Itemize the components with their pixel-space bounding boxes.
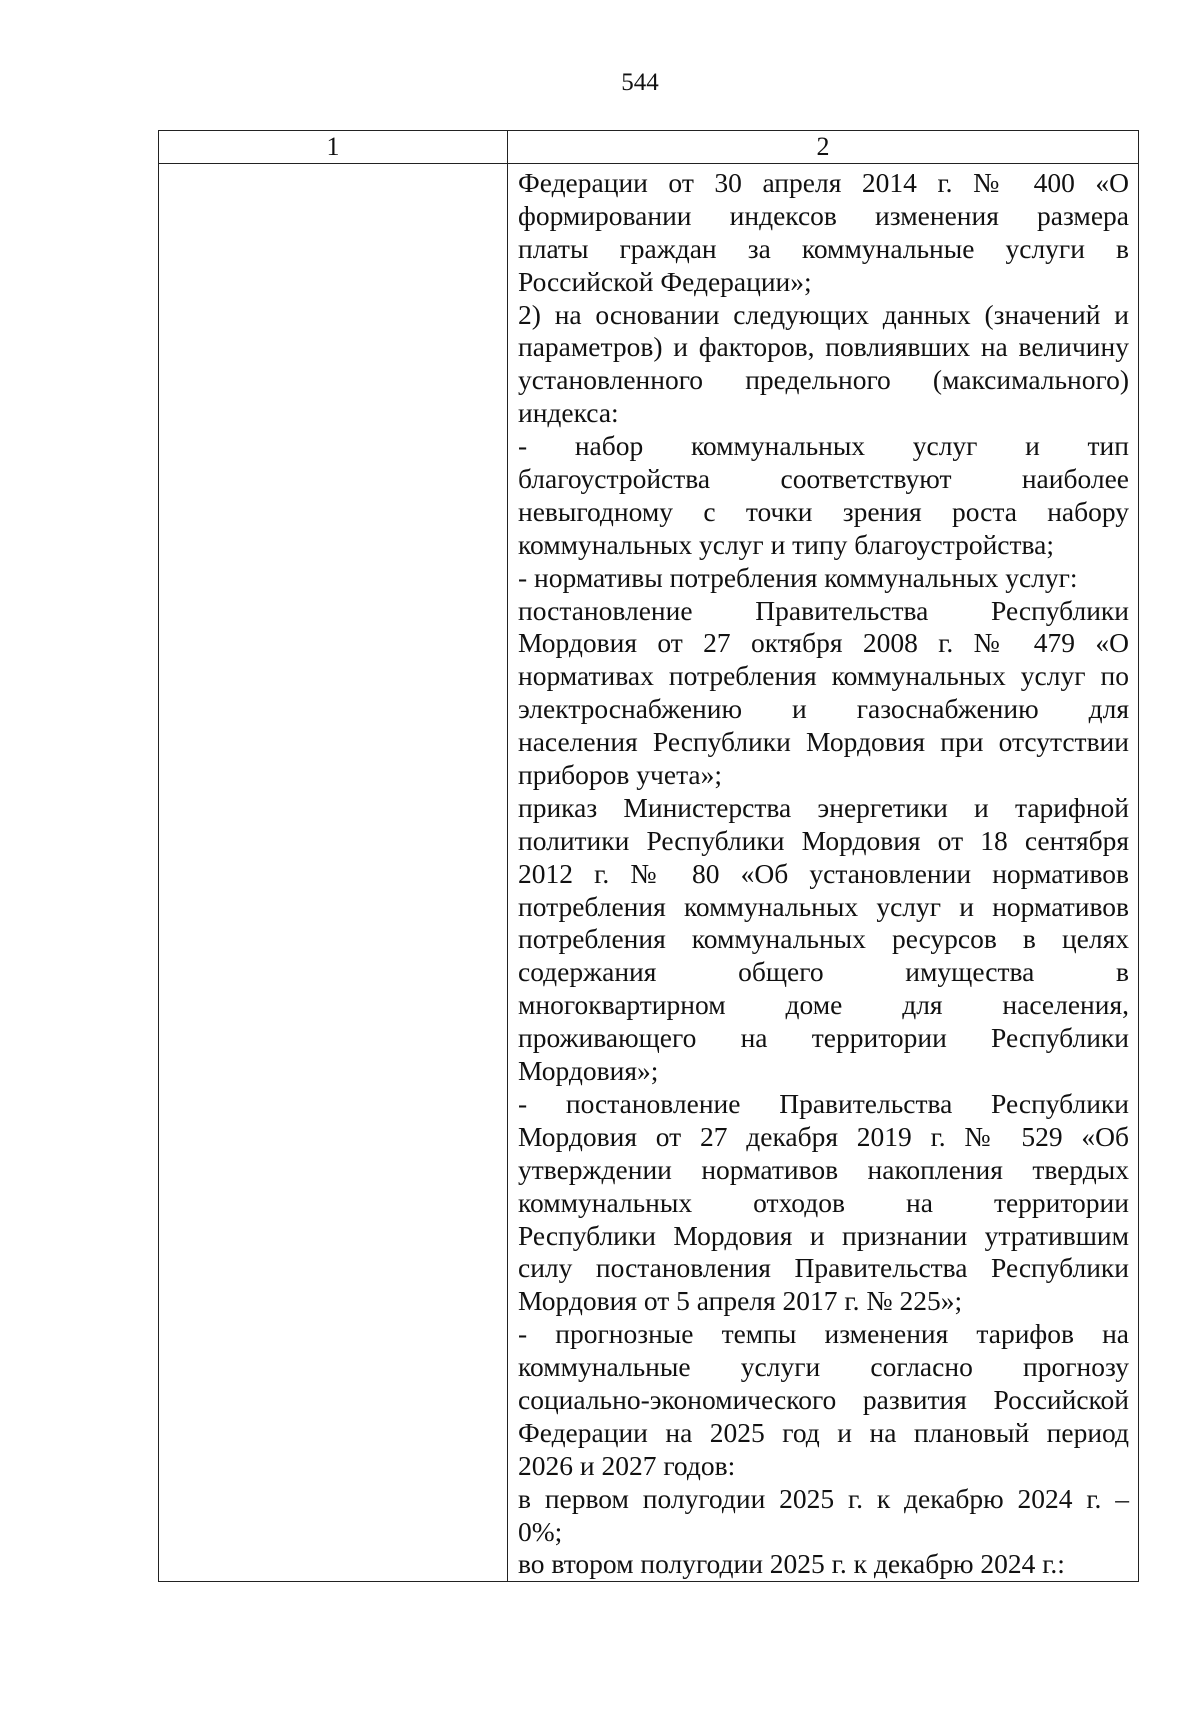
text-line: приказ Министерства энергетики и тарифной [518,791,1129,823]
text-line: параметров) и факторов, повлиявших на величину [518,331,1129,363]
text-line: социально-экономического развития Российской [518,1383,1129,1415]
table-row [159,164,1139,1582]
text-line: Мордовия от 27 октября 2008 г. № 479 «О [518,627,1129,659]
text-line: многоквартирном доме для населения, [518,989,1129,1021]
column-2-cell [508,164,1139,1582]
text-line: установленного предельного (максимального) [518,364,1129,396]
text-line: утверждении нормативов накопления твердых [518,1153,1129,1185]
text-line: коммунальные услуги согласно прогнозу [518,1351,1129,1383]
text-line: Мордовия от 5 апреля 2017 г. № 225»; [518,1285,963,1317]
text-line: 0%; [518,1515,563,1547]
document-table [158,130,1139,1582]
column-1-text [159,164,507,167]
text-line: Федерации от 30 апреля 2014 г. № 400 «О [518,167,1129,198]
text-line: потребления коммунальных услуг и нормативов [518,890,1129,922]
text-line: во втором полугодии 2025 г. к декабрю 2024 г.: [518,1548,1065,1580]
text-line: 2012 г. № 80 «Об установлении нормативов [518,857,1129,889]
text-line: 2026 и 2027 годов: [518,1449,736,1481]
text-line: потребления коммунальных ресурсов в целях [518,923,1129,955]
text-line: Российской Федерации»; [518,265,812,297]
column-header-2: 2 [508,131,1139,164]
text-line: коммунальных услуг и типу благоустройства; [518,528,1054,560]
text-line: постановление Правительства Республики [518,594,1129,626]
text-line: электроснабжению и газоснабжению для [518,693,1129,725]
text-line: силу постановления Правительства Республики [518,1252,1129,1284]
text-line: Республики Мордовия и признании утратившим [518,1219,1129,1251]
text-line: Федерации на 2025 год и на плановый период [518,1416,1129,1448]
column-2-text [508,164,1138,1581]
text-line: нормативах потребления коммунальных услуг по [518,660,1129,692]
column-1-cell [159,164,508,1582]
text-line: индекса: [518,397,619,429]
text-line: 2) на основании следующих данных (значений и [518,298,1129,330]
page-number: 544 [621,69,659,96]
text-line: невыгодному с точки зрения роста набору [518,495,1129,527]
text-line: Мордовия от 27 декабря 2019 г. № 529 «Об [518,1120,1129,1152]
column-header-1: 1 [159,131,508,164]
text-line: приборов учета»; [518,759,723,791]
text-line: - прогнозные темпы изменения тарифов на [518,1318,1129,1350]
text-line: политики Республики Мордовия от 18 сентября [518,824,1129,856]
text-line: платы граждан за коммунальные услуги в [518,232,1129,264]
text-line: содержания общего имущества в [518,956,1129,988]
text-line: благоустройства соответствуют наиболее [518,463,1129,495]
text-line: формировании индексов изменения размера [518,199,1129,231]
text-line: - набор коммунальных услуг и тип [518,430,1129,462]
text-line: Мордовия»; [518,1055,659,1087]
text-line: - постановление Правительства Республики [518,1087,1129,1119]
text-line: в первом полугодии 2025 г. к декабрю 2024 г. – [518,1482,1129,1514]
table-header-row [159,131,1139,164]
text-line: - нормативы потребления коммунальных услуг: [518,561,1078,593]
text-line: населения Республики Мордовия при отсутствии [518,726,1129,758]
text-line: коммунальных отходов на территории [518,1186,1129,1218]
text-line: проживающего на территории Республики [518,1022,1129,1054]
